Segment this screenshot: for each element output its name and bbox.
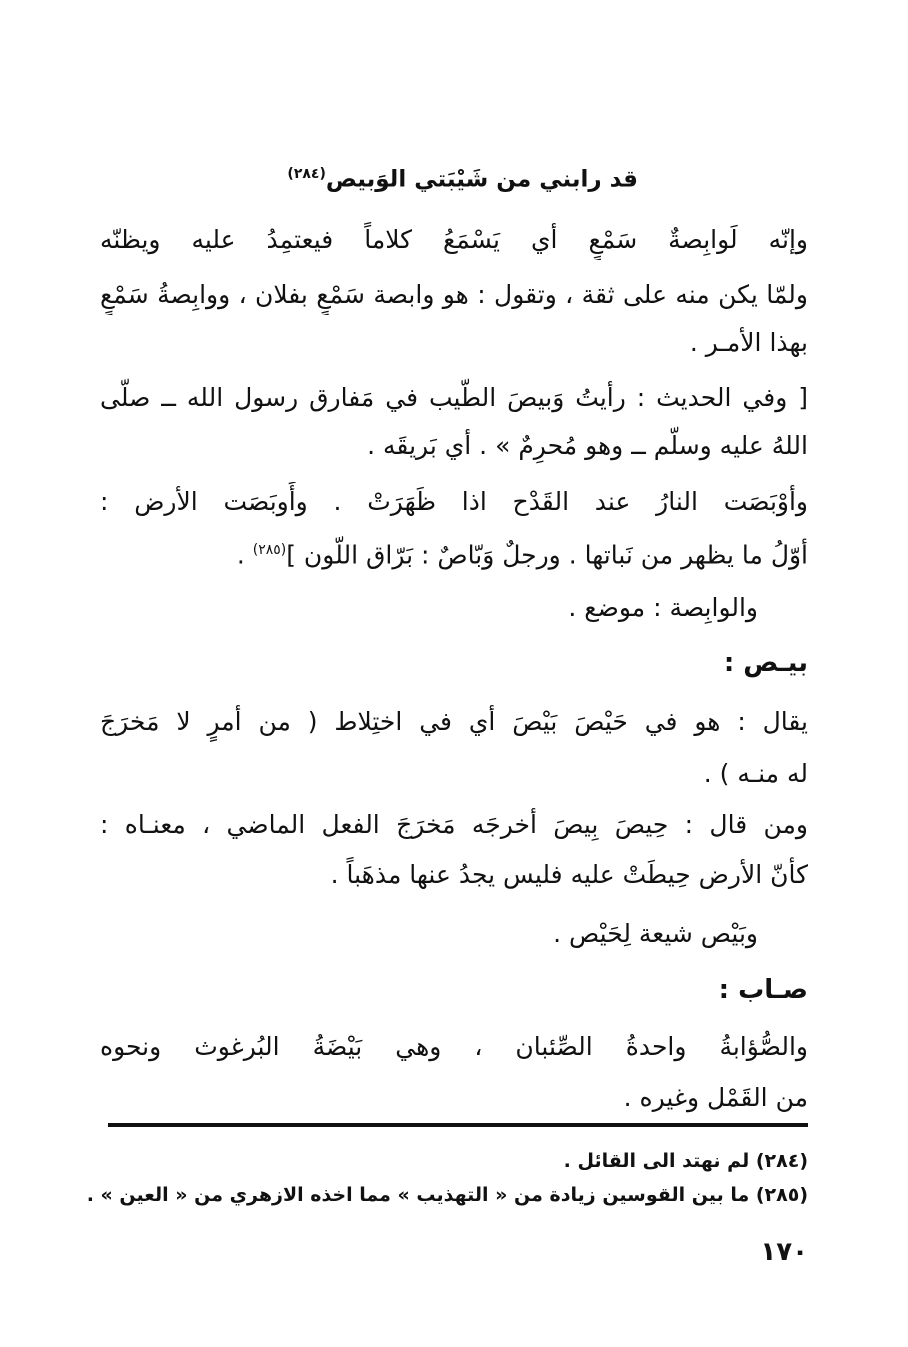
entry-heading-sab: صـاب :: [718, 975, 808, 1005]
para6-line2: كأنّ الأرض حِيطَتْ عليه فليس يجدُ عنها مذهَباً .: [330, 860, 808, 889]
footnote-284: (٢٨٤) لم نهتد الى القائل .: [563, 1150, 808, 1172]
footnote-divider: [108, 1123, 808, 1127]
page-number: ١٧٠: [760, 1237, 808, 1267]
footnote-ref-284: (٢٨٤): [287, 166, 326, 182]
para5-line2: له منـه ) .: [703, 759, 808, 788]
para3-line2-text: أوّلُ ما يظهر من نَباتها . ورجلٌ وَبّاصٌ : بَرّاق اللّون ]: [286, 540, 808, 570]
para2-line1: [ وفي الحديث : رأيتُ وَبيصَ الطّيب في مَفارق رسول الله ــ صلّى: [100, 383, 808, 412]
verse-line: [287, 166, 638, 193]
para3-line2: [237, 530, 808, 575]
footnote-285: (٢٨٥) ما بين القوسين زيادة من « التهذيب » مما اخذه الازهري من « العين » .: [86, 1184, 808, 1206]
para4: والوابِصة : موضع .: [568, 593, 758, 622]
para1-line1: وإنّه لَوابِصةٌ سَمْعٍ أي يَسْمَعُ كلاماً فيعتمِدُ عليه ويظنّه: [100, 225, 808, 254]
para6-line1: ومن قال : حِيصَ بِيصَ أخرجَه مَخرَجَ الفعل الماضي ، معنـاه :: [100, 810, 808, 839]
footnote-ref-285: (٢٨٥): [252, 542, 287, 558]
entry-heading-bys: بيـص :: [723, 648, 808, 678]
para2-line2: اللهُ عليه وسلّم ــ وهو مُحرِمٌ » . أي بَريقَه .: [367, 431, 808, 460]
para8-line1: والصُّؤابةُ واحدةُ الصِّئبان ، وهي بَيْضَةُ البُرغوث ونحوه: [100, 1032, 808, 1061]
para8-line2: من القَمْل وغيره .: [623, 1083, 808, 1112]
para5-line1: يقال : هو في حَيْصَ بَيْصَ أي في اختِلاط ( من أمرٍ لا مَخرَجَ: [100, 707, 808, 736]
para1-line2: ولمّا يكن منه على ثقة ، وتقول : هو وابصة سَمْعٍ بفلان ، ووابِصةُ سَمْعٍ: [100, 280, 808, 309]
para7: وبَيْص شيعة لِحَيْص .: [553, 919, 758, 948]
verse-text: قد رابني من شَيْبَتي الوَبيص: [325, 166, 638, 193]
para3-line1: وأوْبَصَت النارُ عند القَدْح اذا ظَهَرَتْ . وأَوبَصَت الأرض :: [100, 487, 808, 516]
para3-end-mark: .: [236, 540, 245, 570]
para1-line3: بهذا الأمـر .: [689, 328, 808, 357]
